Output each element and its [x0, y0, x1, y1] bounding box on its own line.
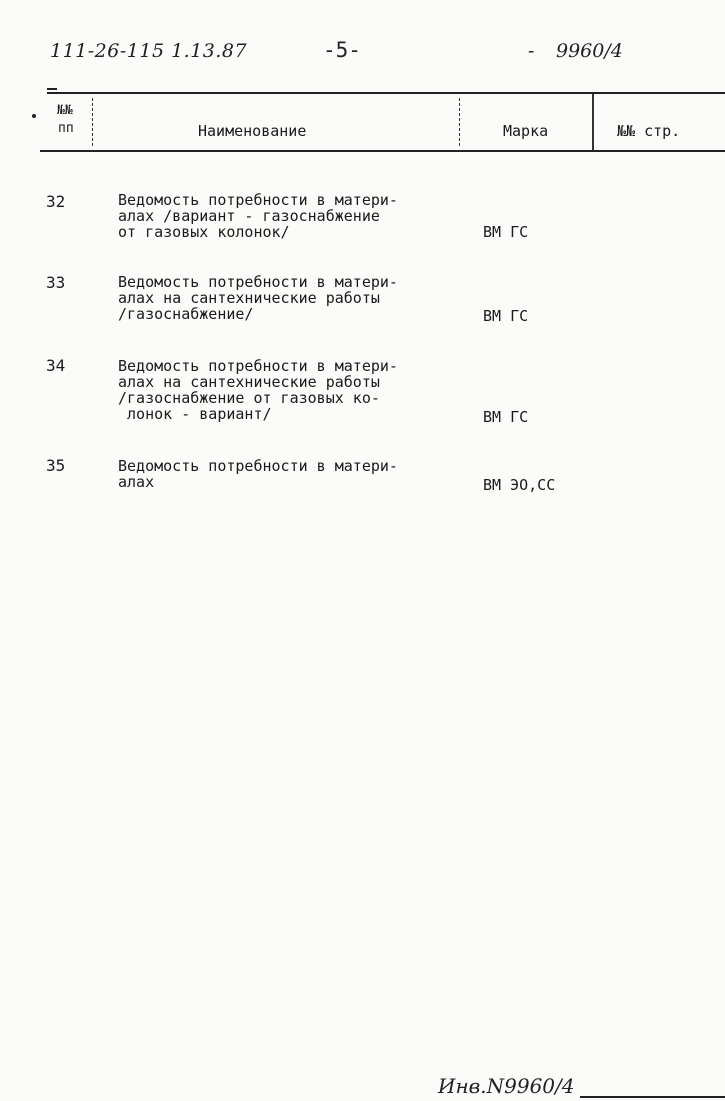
row-name-line: лонок - вариант/: [118, 405, 272, 423]
row-name: [118, 358, 398, 422]
footer-rule: [580, 1096, 725, 1098]
row-name: [118, 192, 398, 240]
row-mark: ВМ ЭО,СС: [483, 476, 556, 494]
row-name-line: алах: [118, 473, 155, 491]
row-number: 34: [46, 356, 66, 375]
row-name-line: /газоснабжение/: [118, 305, 254, 323]
row-mark: ВМ ГС: [483, 307, 529, 325]
row-name-line: алах /вариант - газоснабжение: [118, 207, 380, 225]
column-header-sheet: №№ стр.: [617, 122, 681, 140]
column-header-num-line1: №№: [57, 103, 73, 118]
header-dash: -: [528, 40, 535, 62]
document-code: 111-26-115 1.13.87: [50, 40, 248, 62]
row-mark: ВМ ГС: [483, 408, 529, 426]
row-name: [118, 458, 398, 490]
column-header-num-line2: пп: [58, 121, 74, 136]
page-number: -5-: [323, 38, 361, 62]
row-name-line: /газоснабжение от газовых ко-: [118, 389, 380, 407]
row-number: 32: [46, 192, 66, 211]
row-name-line: от газовых колонок/: [118, 223, 290, 241]
inventory-number-bottom: Инв.N9960/4: [438, 1074, 575, 1098]
row-name-line: Ведомость потребности в матери-: [118, 273, 398, 291]
header-top-rule: [47, 92, 725, 94]
column-divider-2: [459, 98, 460, 146]
row-mark: ВМ ГС: [483, 223, 529, 241]
column-divider-1: [92, 98, 93, 146]
row-name-line: Ведомость потребности в матери-: [118, 357, 398, 375]
column-header-name: Наименование: [198, 122, 307, 140]
row-name-line: алах на сантехнические работы: [118, 373, 380, 391]
row-number: 33: [46, 273, 66, 292]
row-name-line: алах на сантехнические работы: [118, 289, 380, 307]
row-name-line: Ведомость потребности в матери-: [118, 191, 398, 209]
row-number: 35: [46, 456, 66, 475]
column-header-mark: Марка: [503, 122, 549, 140]
row-name: [118, 274, 398, 322]
corner-mark: [47, 88, 57, 90]
margin-dot: [32, 114, 36, 118]
header-bottom-rule: [40, 150, 725, 152]
column-divider-3: [592, 94, 594, 150]
row-name-line: Ведомость потребности в матери-: [118, 457, 398, 475]
inventory-number-top: 9960/4: [556, 40, 623, 62]
